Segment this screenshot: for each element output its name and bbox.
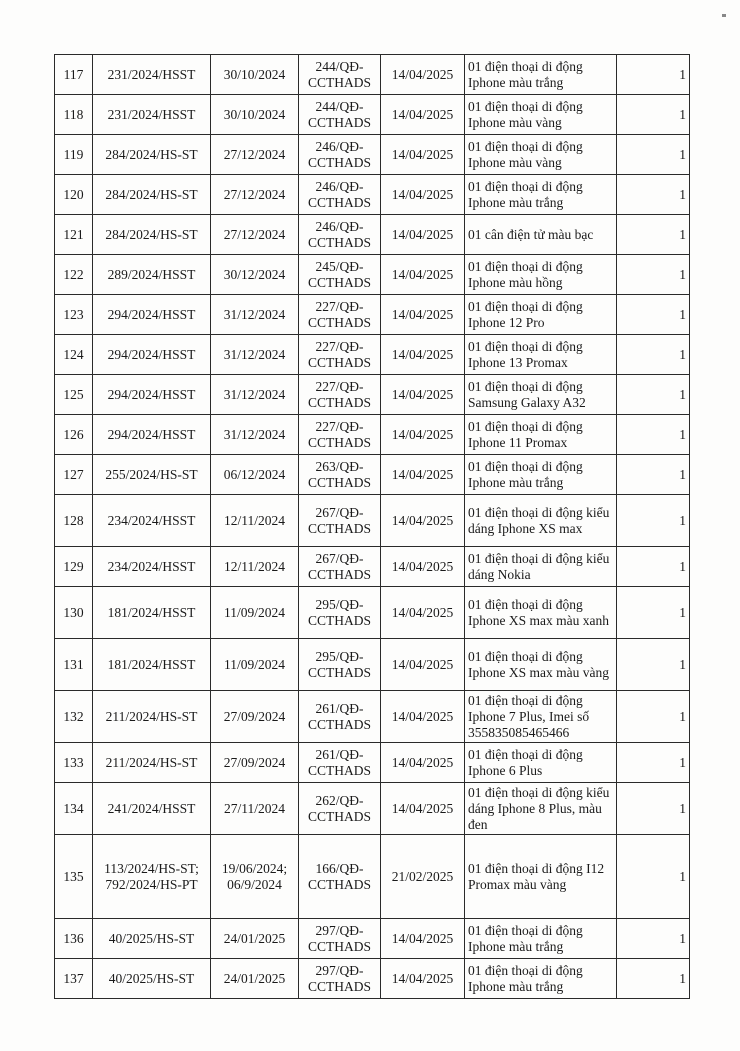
row-number: 124 bbox=[55, 335, 93, 375]
case-number: 40/2025/HS-ST bbox=[93, 959, 211, 999]
table-row bbox=[55, 587, 690, 639]
quantity: 1 bbox=[617, 175, 690, 215]
table-row bbox=[55, 375, 690, 415]
case-number: 284/2024/HS-ST bbox=[93, 135, 211, 175]
table-row bbox=[55, 639, 690, 691]
table-row bbox=[55, 835, 690, 919]
decision-date: 14/04/2025 bbox=[381, 639, 465, 691]
case-number: 40/2025/HS-ST bbox=[93, 919, 211, 959]
decision-date: 14/04/2025 bbox=[381, 255, 465, 295]
decision-number: 267/QĐ-CCTHADS bbox=[299, 547, 381, 587]
row-number: 133 bbox=[55, 743, 93, 783]
case-date: 11/09/2024 bbox=[211, 639, 299, 691]
case-date: 12/11/2024 bbox=[211, 547, 299, 587]
item-description: 01 điện thoại di động Iphone màu trắng bbox=[465, 455, 617, 495]
decision-date: 14/04/2025 bbox=[381, 783, 465, 835]
decision-number: 227/QĐ-CCTHADS bbox=[299, 335, 381, 375]
decision-number: 262/QĐ-CCTHADS bbox=[299, 783, 381, 835]
decision-number: 297/QĐ-CCTHADS bbox=[299, 959, 381, 999]
decision-date: 14/04/2025 bbox=[381, 455, 465, 495]
quantity: 1 bbox=[617, 375, 690, 415]
case-date: 31/12/2024 bbox=[211, 295, 299, 335]
case-date: 30/10/2024 bbox=[211, 95, 299, 135]
quantity: 1 bbox=[617, 639, 690, 691]
table-row bbox=[55, 455, 690, 495]
decision-number: 261/QĐ-CCTHADS bbox=[299, 691, 381, 743]
decision-date: 14/04/2025 bbox=[381, 135, 465, 175]
case-number: 241/2024/HSST bbox=[93, 783, 211, 835]
case-number: 231/2024/HSST bbox=[93, 95, 211, 135]
quantity: 1 bbox=[617, 255, 690, 295]
decision-date: 14/04/2025 bbox=[381, 959, 465, 999]
row-number: 123 bbox=[55, 295, 93, 335]
row-number: 131 bbox=[55, 639, 93, 691]
table-row bbox=[55, 495, 690, 547]
row-number: 134 bbox=[55, 783, 93, 835]
quantity: 1 bbox=[617, 415, 690, 455]
table-row bbox=[55, 415, 690, 455]
row-number: 117 bbox=[55, 55, 93, 95]
case-number: 211/2024/HS-ST bbox=[93, 691, 211, 743]
case-date: 27/09/2024 bbox=[211, 743, 299, 783]
item-description: 01 điện thoại di động Iphone 13 Promax bbox=[465, 335, 617, 375]
decision-date: 21/02/2025 bbox=[381, 835, 465, 919]
row-number: 136 bbox=[55, 919, 93, 959]
item-description: 01 điện thoại di động Iphone 6 Plus bbox=[465, 743, 617, 783]
item-description: 01 điện thoại di động kiểu dáng Iphone 8 Plus, màu đen bbox=[465, 783, 617, 835]
decision-number: 244/QĐ-CCTHADS bbox=[299, 95, 381, 135]
table-row bbox=[55, 547, 690, 587]
case-date: 30/12/2024 bbox=[211, 255, 299, 295]
row-number: 119 bbox=[55, 135, 93, 175]
decision-number: 267/QĐ-CCTHADS bbox=[299, 495, 381, 547]
quantity: 1 bbox=[617, 95, 690, 135]
case-number: 294/2024/HSST bbox=[93, 335, 211, 375]
decision-number: 245/QĐ-CCTHADS bbox=[299, 255, 381, 295]
quantity: 1 bbox=[617, 587, 690, 639]
case-number: 234/2024/HSST bbox=[93, 495, 211, 547]
item-description: 01 điện thoại di động kiểu dáng Nokia bbox=[465, 547, 617, 587]
quantity: 1 bbox=[617, 295, 690, 335]
item-description: 01 điện thoại di động Iphone 7 Plus, Imei số 355835085465466 bbox=[465, 691, 617, 743]
case-date: 27/12/2024 bbox=[211, 135, 299, 175]
row-number: 137 bbox=[55, 959, 93, 999]
decision-number: 263/QĐ-CCTHADS bbox=[299, 455, 381, 495]
quantity: 1 bbox=[617, 335, 690, 375]
row-number: 118 bbox=[55, 95, 93, 135]
row-number: 121 bbox=[55, 215, 93, 255]
table-row bbox=[55, 295, 690, 335]
item-description: 01 điện thoại di động Samsung Galaxy A32 bbox=[465, 375, 617, 415]
item-description: 01 cân điện tử màu bạc bbox=[465, 215, 617, 255]
decision-date: 14/04/2025 bbox=[381, 95, 465, 135]
case-number: 294/2024/HSST bbox=[93, 415, 211, 455]
decision-number: 246/QĐ-CCTHADS bbox=[299, 135, 381, 175]
case-number: 211/2024/HS-ST bbox=[93, 743, 211, 783]
case-date: 24/01/2025 bbox=[211, 959, 299, 999]
case-number: 181/2024/HSST bbox=[93, 587, 211, 639]
row-number: 122 bbox=[55, 255, 93, 295]
item-description: 01 điện thoại di động Iphone 11 Promax bbox=[465, 415, 617, 455]
table-row bbox=[55, 175, 690, 215]
decision-date: 14/04/2025 bbox=[381, 547, 465, 587]
decision-number: 227/QĐ-CCTHADS bbox=[299, 415, 381, 455]
quantity: 1 bbox=[617, 135, 690, 175]
table-row bbox=[55, 783, 690, 835]
row-number: 127 bbox=[55, 455, 93, 495]
quantity: 1 bbox=[617, 743, 690, 783]
decision-date: 14/04/2025 bbox=[381, 175, 465, 215]
case-number: 294/2024/HSST bbox=[93, 375, 211, 415]
case-date: 27/09/2024 bbox=[211, 691, 299, 743]
quantity: 1 bbox=[617, 55, 690, 95]
decision-number: 261/QĐ-CCTHADS bbox=[299, 743, 381, 783]
scan-mark bbox=[722, 14, 726, 17]
row-number: 135 bbox=[55, 835, 93, 919]
decision-date: 14/04/2025 bbox=[381, 691, 465, 743]
case-number: 294/2024/HSST bbox=[93, 295, 211, 335]
case-date: 30/10/2024 bbox=[211, 55, 299, 95]
item-description: 01 điện thoại di động Iphone màu trắng bbox=[465, 175, 617, 215]
item-description: 01 điện thoại di động Iphone XS max màu vàng bbox=[465, 639, 617, 691]
decision-number: 246/QĐ-CCTHADS bbox=[299, 175, 381, 215]
decision-date: 14/04/2025 bbox=[381, 295, 465, 335]
decision-number: 297/QĐ-CCTHADS bbox=[299, 919, 381, 959]
decision-number: 227/QĐ-CCTHADS bbox=[299, 295, 381, 335]
case-date: 31/12/2024 bbox=[211, 375, 299, 415]
decision-date: 14/04/2025 bbox=[381, 335, 465, 375]
case-number: 284/2024/HS-ST bbox=[93, 175, 211, 215]
table-row bbox=[55, 215, 690, 255]
case-date: 31/12/2024 bbox=[211, 335, 299, 375]
decision-date: 14/04/2025 bbox=[381, 495, 465, 547]
quantity: 1 bbox=[617, 215, 690, 255]
quantity: 1 bbox=[617, 919, 690, 959]
table-row bbox=[55, 135, 690, 175]
item-description: 01 điện thoại di động Iphone màu hồng bbox=[465, 255, 617, 295]
quantity: 1 bbox=[617, 783, 690, 835]
case-date: 19/06/2024; 06/9/2024 bbox=[211, 835, 299, 919]
table-row bbox=[55, 743, 690, 783]
decision-date: 14/04/2025 bbox=[381, 375, 465, 415]
case-number: 289/2024/HSST bbox=[93, 255, 211, 295]
table-row bbox=[55, 95, 690, 135]
table-row bbox=[55, 255, 690, 295]
quantity: 1 bbox=[617, 835, 690, 919]
table-row bbox=[55, 55, 690, 95]
case-number: 284/2024/HS-ST bbox=[93, 215, 211, 255]
table-row bbox=[55, 959, 690, 999]
table-row bbox=[55, 691, 690, 743]
item-description: 01 điện thoại di động Iphone màu trắng bbox=[465, 959, 617, 999]
item-description: 01 điện thoại di động Iphone 12 Pro bbox=[465, 295, 617, 335]
quantity: 1 bbox=[617, 547, 690, 587]
decision-date: 14/04/2025 bbox=[381, 919, 465, 959]
decision-number: 295/QĐ-CCTHADS bbox=[299, 639, 381, 691]
item-description: 01 điện thoại di động Iphone màu trắng bbox=[465, 919, 617, 959]
asset-table bbox=[54, 54, 690, 999]
case-number: 234/2024/HSST bbox=[93, 547, 211, 587]
case-number: 181/2024/HSST bbox=[93, 639, 211, 691]
decision-date: 14/04/2025 bbox=[381, 587, 465, 639]
decision-number: 244/QĐ-CCTHADS bbox=[299, 55, 381, 95]
decision-date: 14/04/2025 bbox=[381, 743, 465, 783]
case-date: 06/12/2024 bbox=[211, 455, 299, 495]
case-date: 11/09/2024 bbox=[211, 587, 299, 639]
item-description: 01 điện thoại di động Iphone màu trắng bbox=[465, 55, 617, 95]
case-number: 255/2024/HS-ST bbox=[93, 455, 211, 495]
quantity: 1 bbox=[617, 959, 690, 999]
decision-date: 14/04/2025 bbox=[381, 415, 465, 455]
decision-number: 295/QĐ-CCTHADS bbox=[299, 587, 381, 639]
row-number: 125 bbox=[55, 375, 93, 415]
item-description: 01 điện thoại di động Iphone màu vàng bbox=[465, 135, 617, 175]
table-body bbox=[55, 55, 690, 999]
quantity: 1 bbox=[617, 455, 690, 495]
case-date: 27/11/2024 bbox=[211, 783, 299, 835]
decision-number: 246/QĐ-CCTHADS bbox=[299, 215, 381, 255]
row-number: 120 bbox=[55, 175, 93, 215]
case-date: 24/01/2025 bbox=[211, 919, 299, 959]
case-date: 12/11/2024 bbox=[211, 495, 299, 547]
row-number: 129 bbox=[55, 547, 93, 587]
item-description: 01 điện thoại di động Iphone màu vàng bbox=[465, 95, 617, 135]
decision-date: 14/04/2025 bbox=[381, 55, 465, 95]
decision-number: 166/QĐ-CCTHADS bbox=[299, 835, 381, 919]
table-row bbox=[55, 335, 690, 375]
quantity: 1 bbox=[617, 495, 690, 547]
row-number: 126 bbox=[55, 415, 93, 455]
item-description: 01 điện thoại di động I12 Promax màu vàng bbox=[465, 835, 617, 919]
decision-date: 14/04/2025 bbox=[381, 215, 465, 255]
row-number: 128 bbox=[55, 495, 93, 547]
case-number: 113/2024/HS-ST; 792/2024/HS-PT bbox=[93, 835, 211, 919]
decision-number: 227/QĐ-CCTHADS bbox=[299, 375, 381, 415]
row-number: 132 bbox=[55, 691, 93, 743]
case-date: 27/12/2024 bbox=[211, 215, 299, 255]
case-number: 231/2024/HSST bbox=[93, 55, 211, 95]
row-number: 130 bbox=[55, 587, 93, 639]
case-date: 27/12/2024 bbox=[211, 175, 299, 215]
item-description: 01 điện thoại di động Iphone XS max màu xanh bbox=[465, 587, 617, 639]
table-row bbox=[55, 919, 690, 959]
case-date: 31/12/2024 bbox=[211, 415, 299, 455]
quantity: 1 bbox=[617, 691, 690, 743]
item-description: 01 điện thoại di động kiểu dáng Iphone XS max bbox=[465, 495, 617, 547]
